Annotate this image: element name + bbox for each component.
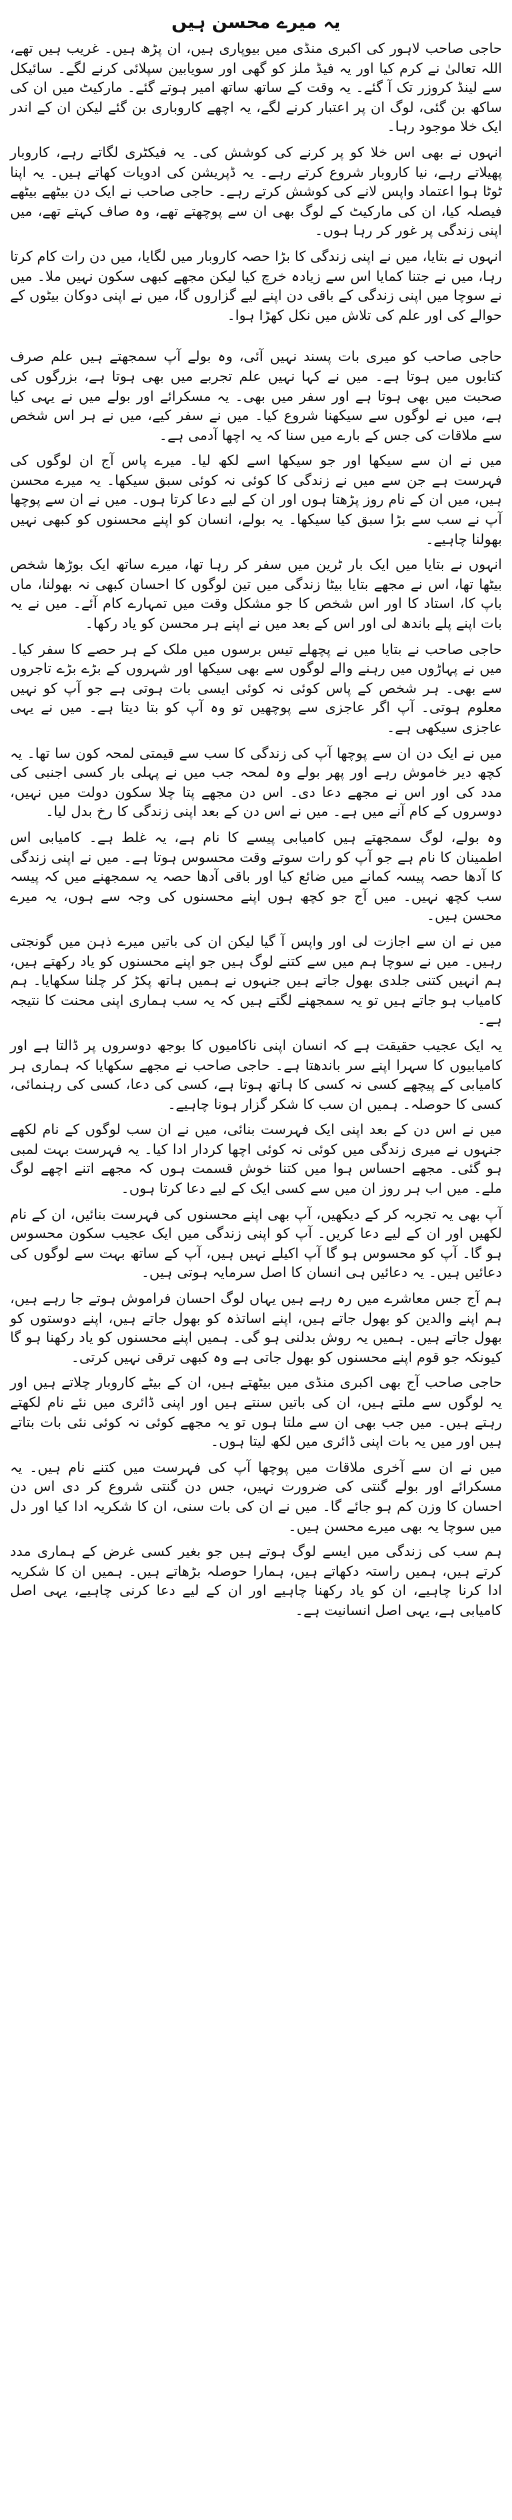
article-paragraph: انہوں نے بتایا، میں نے اپنی زندگی کا بڑا حصہ کاروبار میں لگایا، میں دن رات کام کرتا رہا، میں نے جتنا کمایا اس سے زیادہ خرچ کیا لیکن مجھے کبھی سکون نہیں ملا۔ میں نے سوچا میں اپنی زندگی کے باقی دن اپنے لیے گزاروں گا، میں نے اپنی دوکان بیٹوں کے حوالے کی اور علم کی تلاش میں نکل کھڑا ہوا۔ — [10, 248, 502, 324]
article-paragraph: آپ بھی یہ تجربہ کر کے دیکھیں، آپ بھی اپنے محسنوں کی فہرست بنائیں، ان کے نام لکھیں اور ان کے لیے دعا کریں۔ آپ کو اپنی زندگی میں ایک عجیب سکون محسوس ہو گا۔ آپ کو محسوس ہو گا آپ اکیلے نہیں ہیں، آپ کے ساتھ بہت سے لوگوں کی دعائیں ہیں۔ یہ دعائیں ہی انسان کا اصل سرمایہ ہوتی ہیں۔ — [10, 1206, 502, 1282]
article-paragraph: ہم آج جس معاشرے میں رہ رہے ہیں یہاں لوگ احسان فراموش ہوتے جا رہے ہیں، ہم اپنے والدین کو بھول جاتے ہیں، اپنے اساتذہ کو بھول جاتے ہیں، اپنے دوستوں کو بھول جاتے ہیں۔ ہمیں یہ روش بدلنی ہو گی۔ ہمیں اپنے محسنوں کو یاد رکھنا ہو گا کیونکہ جو قوم اپنے محسنوں کو بھول جاتی ہے وہ کبھی ترقی نہیں کرتی۔ — [10, 1291, 502, 1366]
article-paragraph: میں نے اس دن کے بعد اپنی ایک فہرست بنائی، میں نے ان سب لوگوں کے نام لکھے جنہوں نے میری زندگی میں کوئی نہ کوئی اچھا کردار ادا کیا۔ یہ فہرست بہت لمبی ہو گئی۔ مجھے احساس ہوا میں کتنا خوش قسمت ہوں کہ مجھے اتنے اچھے لوگ ملے۔ میں اب ہر روز ان میں سے کسی ایک کے لیے دعا کرتا ہوں۔ — [10, 1122, 502, 1198]
article-paragraph: حاجی صاحب آج بھی اکبری منڈی میں بیٹھتے ہیں، ان کے بیٹے کاروبار چلاتے ہیں اور یہ لوگوں سے ملتے ہیں، ان کی باتیں سنتے ہیں اور اپنی ڈائری میں نئے نام لکھتے رہتے ہیں۔ میں جب بھی ان سے ملتا ہوں تو یہ مجھے کوئی نہ کوئی نئی بات بتاتے ہیں اور میں یہ بات اپنی ڈائری میں لکھ لیتا ہوں۔ — [10, 1375, 502, 1451]
article-paragraph: میں نے ان سے سیکھا اور جو سیکھا اسے لکھ لیا۔ میرے پاس آج ان لوگوں کی فہرست ہے جن سے میں نے زندگی کا کوئی نہ کوئی سبق سیکھا۔ یہ میرے محسن ہیں، میں ان کے نام روز پڑھتا ہوں اور ان کے لیے دعا کرتا ہوں۔ میں نے ان سے پوچھا آپ نے سب سے بڑا سبق کیا سیکھا۔ یہ بولے، انسان کو اپنے محسنوں کو کبھی نہیں بھولنا چاہیے۔ — [10, 453, 502, 548]
section-gap — [10, 332, 502, 348]
article-paragraph: حاجی صاحب کو میری بات پسند نہیں آئی، وہ بولے آپ سمجھتے ہیں علم صرف کتابوں میں ہوتا ہے۔ میں نے کہا نہیں علم تجربے میں بھی ہوتا ہے، بزرگوں کی صحبت میں بھی ہوتا ہے اور سفر میں بھی۔ یہ مسکرائے اور بولے میں نے یہی کیا ہے، میں نے لوگوں سے سیکھنا شروع کیا۔ میں نے سفر کیے، میں نے ہر اس شخص سے ملاقات کی جس کے بارے میں سنا کہ یہ اچھا آدمی ہے۔ — [10, 349, 502, 444]
article-paragraph: میں نے ان سے آخری ملاقات میں پوچھا آپ کی فہرست میں کتنے نام ہیں۔ یہ مسکرائے اور بولے گنتی کی ضرورت نہیں، جس دن گنتی شروع کر دی اس دن احسان کا وزن کم ہو جائے گا۔ میں نے ان کی بات سنی، ان کا شکریہ ادا کیا اور دل میں سوچا یہ بھی میرے محسن ہیں۔ — [10, 1459, 502, 1535]
article-paragraph: میں نے ایک دن ان سے پوچھا آپ کی زندگی کا سب سے قیمتی لمحہ کون سا تھا۔ یہ کچھ دیر خاموش رہے اور پھر بولے وہ لمحہ جب میں نے پہلی بار کسی اجنبی کی مدد کی اور اس نے مجھے دعا دی۔ اس دن مجھے پتا چلا سکون دولت میں نہیں، دوسروں کے کام آنے میں ہے۔ میں نے اس دن کے بعد اپنی زندگی کا رخ بدل لیا۔ — [10, 745, 502, 821]
article-paragraph: حاجی صاحب نے بتایا میں نے پچھلے تیس برسوں میں ملک کے ہر حصے کا سفر کیا۔ میں نے پہاڑوں میں رہنے والے لوگوں سے بھی سیکھا اور شہروں کے بڑے بڑے تاجروں سے بھی۔ ہر شخص کے پاس کوئی نہ کوئی ایسی بات ہوتی ہے جو آپ کو نہیں معلوم ہوتی۔ آپ اگر عاجزی سے پوچھیں تو وہ آپ کو بتا دیتا ہے۔ میں نے یہی عاجزی سیکھی ہے۔ — [10, 641, 502, 736]
article-paragraph: وہ بولے، لوگ سمجھتے ہیں کامیابی پیسے کا نام ہے، یہ غلط ہے۔ کامیابی اس اطمینان کا نام ہے جو آپ کو رات سوتے وقت محسوس ہوتا ہے۔ میں نے اپنی زندگی کا آدھا حصہ پیسہ کمانے میں ضائع کیا اور باقی آدھا حصہ یہ سمجھنے میں کہ پیسہ سب کچھ نہیں۔ میں آج جو کچھ ہوں اپنے محسنوں کی وجہ سے ہوں، یہ میرے محسن ہیں۔ — [10, 829, 502, 925]
article-title: یہ میرے محسن ہیں — [171, 12, 341, 33]
article-paragraph: میں نے ان سے اجازت لی اور واپس آ گیا لیکن ان کی باتیں میرے ذہن میں گونجتی رہیں۔ میں نے سوچا ہم میں سے کتنے لوگ ہیں جو اپنے محسنوں کو یاد رکھتے ہیں، ہم انہیں کتنی جلدی بھول جاتے ہیں جنہوں نے ہمیں ہاتھ پکڑ کر چلنا سکھایا۔ ہم کامیاب ہو جاتے ہیں تو یہ سمجھنے لگتے ہیں کہ یہ سب ہماری اپنی محنت کا نتیجہ ہے۔ — [10, 933, 502, 1029]
article-paragraph: انہوں نے بھی اس خلا کو پر کرنے کی کوشش کی۔ یہ فیکٹری لگاتے رہے، کاروبار پھیلاتے رہے، نیا کاروبار شروع کرتے رہے۔ یہ ڈپریشن کی ادویات کھاتے ہیں۔ یہ اپنا ٹوٹا ہوا اعتماد واپس لانے کی کوشش کرتے رہے۔ حاجی صاحب نے ایک دن بیٹھے بیٹھے فیصلہ کیا، ان کی مارکیٹ کے لوگ بھی ان سے پوچھتے تھے، وہ صاف کہتے تھے، میں اپنی زندگی پر غور کر رہا ہوں۔ — [10, 144, 502, 240]
article-paragraph: انہوں نے بتایا میں ایک بار ٹرین میں سفر کر رہا تھا، میرے ساتھ ایک بوڑھا شخص بیٹھا تھا، اس نے مجھے بتایا بیٹا زندگی میں تین لوگوں کا احسان کبھی نہ بھولنا، ماں باپ کا، استاد کا اور اس شخص کا جو مشکل وقت میں تمہارے کام آئے۔ میں نے یہ بات اپنے پلے باندھ لی اور اس کے بعد میں نے اپنے ہر محسن کو یاد رکھا۔ — [10, 557, 502, 633]
article-body — [10, 40, 502, 2510]
article-paragraph: حاجی صاحب لاہور کی اکبری منڈی میں بیوپاری ہیں، ان پڑھ ہیں۔ غریب ہیں تھے، اللہ تعالیٰ نے کرم کیا اور یہ فیڈ ملز کو گھی اور سویابین سپلائی کرنے لگے۔ سائیکل سے لینڈ کروزر تک آ گئے۔ یہ وقت کے ساتھ ساتھ امیر ہوتے گئے۔ مارکیٹ میں ان کی ساکھ بن گئی، لوگ ان پر اعتبار کرنے لگے، یہ اچھے کاروباری بن گئے لیکن ان کے اندر ایک خلا موجود رہا۔ — [10, 41, 502, 136]
article-paragraph: یہ ایک عجیب حقیقت ہے کہ انسان اپنی ناکامیوں کا بوجھ دوسروں پر ڈالتا ہے اور کامیابیوں کا سہرا اپنے سر باندھتا ہے۔ حاجی صاحب نے مجھے سکھایا کہ ہماری ہر کامیابی کے پیچھے کسی نہ کسی کا ہاتھ ہوتا ہے، کسی کی دعا، کسی کی رہنمائی، کسی کا حوصلہ۔ ہمیں ان سب کا شکر گزار ہونا چاہیے۔ — [10, 1037, 502, 1113]
article-paragraph: ہم سب کی زندگی میں ایسے لوگ ہوتے ہیں جو بغیر کسی غرض کے ہماری مدد کرتے ہیں، ہمیں راستہ دکھاتے ہیں، ہمارا حوصلہ بڑھاتے ہیں۔ ہمیں ان کا شکریہ ادا کرنا چاہیے، ان کو یاد رکھنا چاہیے اور ان کے لیے دعا کرنی چاہیے، یہی اصل کامیابی ہے، یہی اصل انسانیت ہے۔ — [10, 1544, 502, 1619]
